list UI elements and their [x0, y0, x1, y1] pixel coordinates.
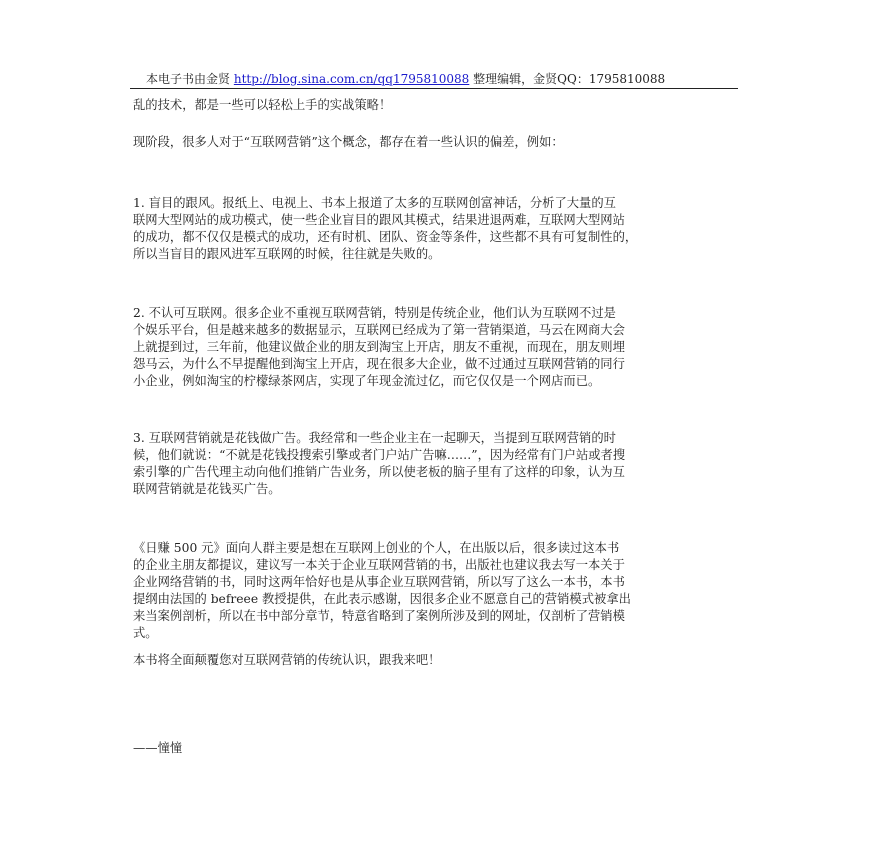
book-description	[133, 540, 631, 642]
text-line: 索引擎的广告代理主动向他们推销广告业务，所以使老板的脑子里有了这样的印象，认为互	[133, 465, 625, 479]
point-2	[133, 305, 625, 390]
text-line: 怨马云，为什么不早提醒他到淘宝上开店，现在很多大企业，做不过通过互联网营销的同行	[133, 357, 625, 371]
text-line: 联网大型网站的成功模式，使一些企业盲目的跟风其模式，结果进退两难，互联网大型网站	[133, 213, 625, 227]
text-line: 的企业主朋友都提议，建议写一本关于企业互联网营销的书，出版社也建议我去写一本关于	[133, 558, 625, 572]
text-line: 个娱乐平台，但是越来越多的数据显示，互联网已经成为了第一营销渠道，马云在网商大会	[133, 323, 625, 337]
text-line: 企业网络营销的书，同时这两年恰好也是从事企业互联网营销，所以写了这么一本书，本书	[133, 575, 625, 589]
header-prefix: 本电子书由金贤	[146, 72, 231, 86]
text-line: 候，他们就说：“不就是花钱投搜索引擎或者门户站广告嘛……”，因为经常有门户站或者搜	[133, 448, 626, 462]
intro-paragraph	[133, 134, 564, 151]
blog-link[interactable]: http://blog.sina.com.cn/qq1795810088	[233, 72, 470, 86]
point-3	[133, 430, 625, 498]
text-line: 现阶段，很多人对于“互联网营销”这个概念，都存在着一些认识的偏差，例如：	[133, 135, 564, 149]
point-1	[133, 195, 637, 263]
text-line: 联网营销就是花钱买广告。	[133, 482, 281, 496]
text-line: 小企业，例如淘宝的柠檬绿茶网店，实现了年现金流过亿，而它仅仅是一个网店而已。	[133, 374, 601, 388]
text-line: 来当案例剖析，所以在书中部分章节，特意省略到了案例所涉及到的网址，仅剖析了营销模	[133, 609, 625, 623]
text-line: 乱的技术，都是一些可以轻松上手的实战策略！	[133, 98, 392, 112]
closing-line	[133, 652, 440, 669]
text-line: 2. 不认可互联网。很多企业不重视互联网营销，特别是传统企业，他们认为互联网不过是	[133, 306, 616, 320]
text-line: 上就提到过，三年前，他建议做企业的朋友到淘宝上开店，朋友不重视，而现在，朋友则埋	[133, 340, 625, 354]
intro-line	[133, 97, 391, 114]
text-line: 式。	[133, 626, 158, 640]
text-line: 《日赚 500 元》面向人群主要是想在互联网上创业的个人，在出版以后，很多读过这本书	[133, 541, 620, 555]
text-line: ——憧憧	[133, 741, 183, 755]
text-line: 所以当盲目的跟风进军互联网的时候，往往就是失败的。	[133, 247, 441, 261]
text-line: 提纲由法国的 befreee 教授提供，在此表示感谢，因很多企业不愿意自己的营销模式被拿出	[133, 592, 631, 606]
header-suffix: 整理编辑，金贤QQ：1795810088	[473, 72, 666, 86]
text-line: 本书将全面颠覆您对互联网营销的传统认识，跟我来吧！	[133, 653, 441, 667]
page-header	[130, 70, 738, 89]
signature	[133, 740, 182, 757]
text-line: 1. 盲目的跟风。报纸上、电视上、书本上报道了太多的互联网创富神话，分析了大量的互	[133, 196, 616, 210]
text-line: 的成功，都不仅仅是模式的成功，还有时机、团队、资金等条件，这些都不具有可复制性的，	[133, 230, 638, 244]
text-line: 3. 互联网营销就是花钱做广告。我经常和一些企业主在一起聊天，当提到互联网营销的时	[133, 431, 616, 445]
